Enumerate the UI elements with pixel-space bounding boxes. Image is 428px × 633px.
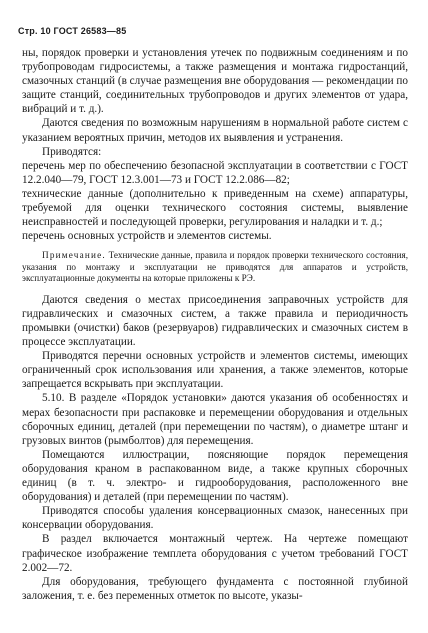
note-text: Технические данные, правила и порядок проверки технического состояния, указания по монтажу и эксплуатации не приводятся для аппаратов и устройств, эксплуатационные документы на которые приложены к РЭ. xyxy=(22,250,409,284)
paragraph-limited-lifetime: Приводятся перечни основных устройств и элементов системы, имеющих ограниченный срок использования или хранения, а также элементов, которые запрещается вскрывать при эксплуатации. xyxy=(22,350,408,391)
page-header: Стр. 10 ГОСТ 26583—85 xyxy=(18,26,127,36)
paragraph-continuation: ны, порядок проверки и установления утечек по подвижным соединениям и по трубопроводам гидросистемы, а также размещения и монтажа гидростанций, смазочных станций (в случае размещения вне оборудования — рекомендации по защите станций, соединительных трубопроводов и других элементов от удара, вибраций и т. д.). xyxy=(22,47,408,116)
paragraph-listed: Приводятся: xyxy=(42,145,102,158)
document-page xyxy=(18,26,409,603)
paragraph-filling-devices: Даются сведения о местах присоединения заправочных устройств для гидравлических и смазочных систем, а также правила и периодичность промывки (очистки) баков (резервуаров) гидравлических и смазочных систем в процессе эксплуатации. xyxy=(22,293,408,349)
paragraph-illustrations: Помещаются иллюстрации, поясняющие порядок перемещения оборудования краном в распакованном виде, а также крупных сборочных единиц (в т. ч. электро- и гидрооборудования, расположенного вне оборудования) и деталей (при перемещении по частям). xyxy=(22,448,408,504)
paragraph-section-5-10: 5.10. В разделе «Порядок установки» даются указания об особенностях и мерах безопасности при распаковке и перемещении оборудования и отдельных сборочных единиц, деталей (при перемещении по частям), о диаметре штанг и грузовых винтов (рымболтов) для перемещения. xyxy=(22,392,408,447)
paragraph-mounting-drawing: В раздел включается монтажный чертеж. На чертеже помещают графическое изображение темплета оборудования с учетом требований ГОСТ 2.002—72. xyxy=(22,533,408,574)
paragraph-foundation: Для оборудования, требующего фундамента с постоянной глубиной заложения, т. е. без переменных отметок по высоте, указы- xyxy=(22,575,408,602)
paragraph-safety-measures: перечень мер по обеспечению безопасной эксплуатации в соответствии с ГОСТ 12.2.040—79, ГОСТ 12.3.001—73 и ГОСТ 12.2.086—82; xyxy=(22,159,408,186)
paragraph-grease-removal: Приводятся способы удаления консервационных смазок, нанесенных при консервации оборудования. xyxy=(22,505,408,532)
note-block xyxy=(22,250,408,285)
paragraph-main-devices: перечень основных устройств и элементов системы. xyxy=(22,230,272,243)
paragraph-technical-data: технические данные (дополнительно к приведенным на схеме) аппаратуры, требуемой для оценки технического состояния системы, выявление неисправностей и последующей проверки, регулирования и наладки и т. д.; xyxy=(22,187,408,229)
note-label: Примечание. xyxy=(42,250,106,261)
paragraph-violations: Даются сведения по возможным нарушениям в нормальной работе систем с указанием вероятных причин, методов их выявления и устранения. xyxy=(22,117,408,144)
